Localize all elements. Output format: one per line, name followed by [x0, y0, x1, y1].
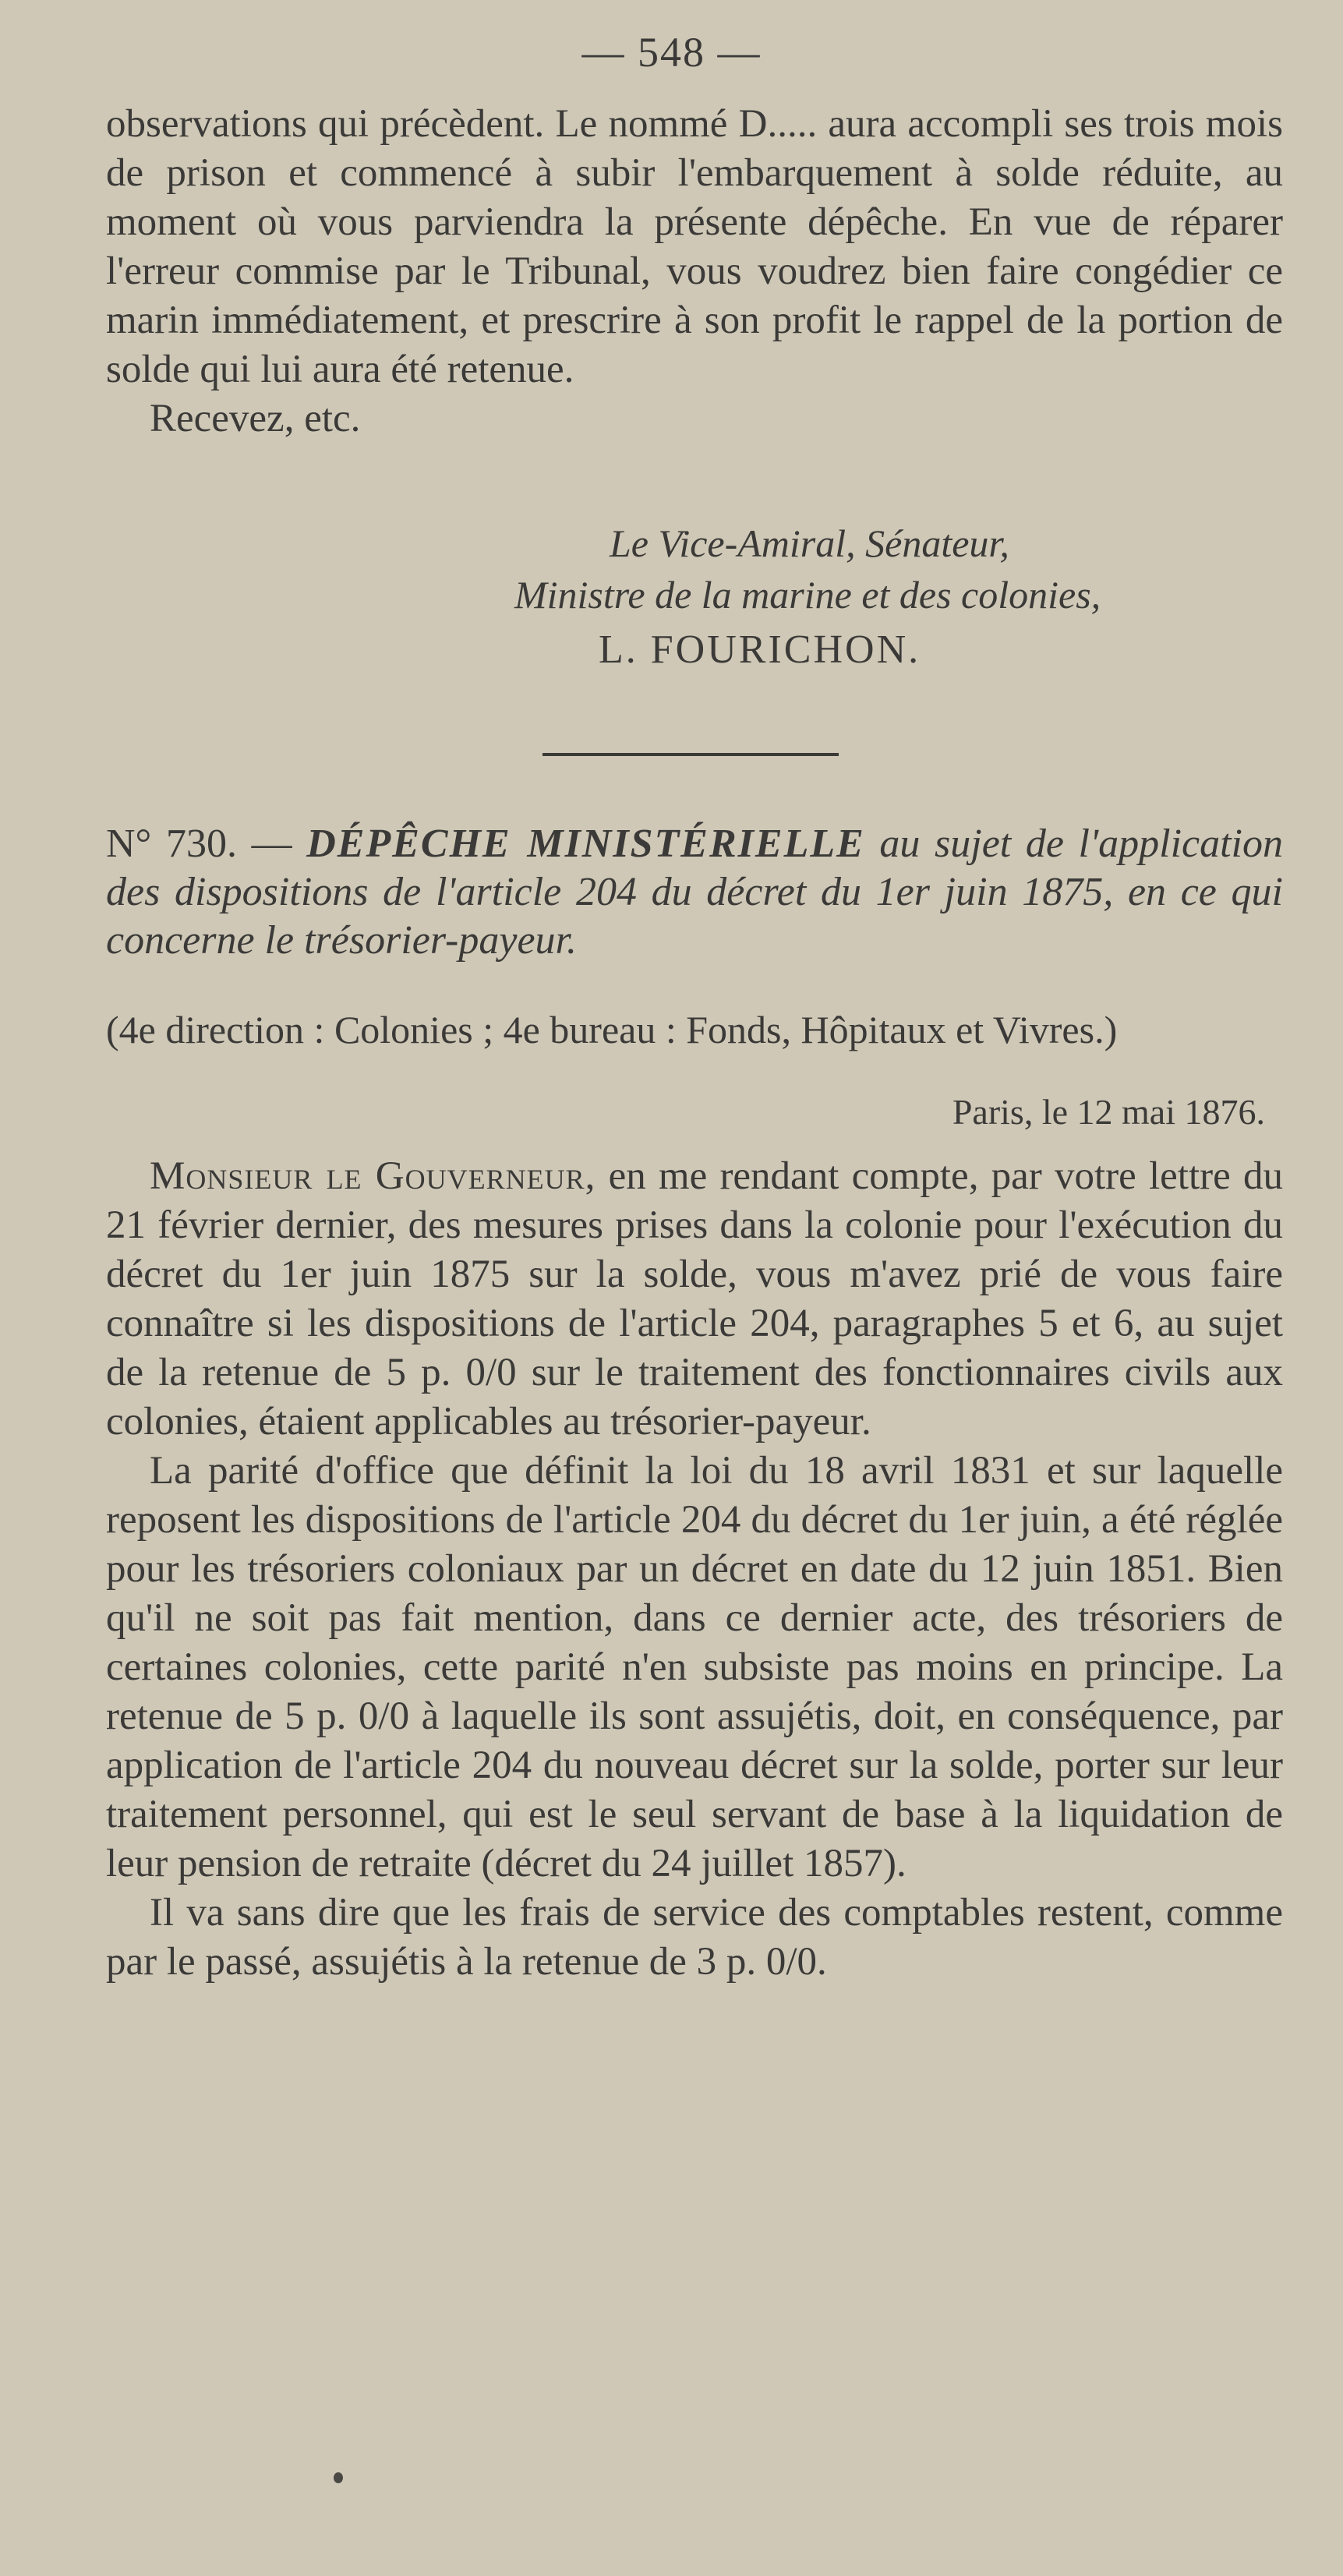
continuation-text: observations qui précèdent. Le nommé D..... aura accompli ses trois mois de prison et commencé à subir l'embarquement à solde réduite, au moment où vous parviendra la présente dépêche. En vue de réparer l'erreur commise par le Tribunal, vous voudrez bien faire congédier ce marin immédiatement, et prescrire à son profit le rappel de la portion de solde qui lui aura été retenue.	[106, 102, 1283, 391]
salutation: Monsieur le Gouverneur,	[150, 1154, 596, 1198]
dateline: Paris, le 12 mai 1876.	[952, 1092, 1265, 1132]
ink-speck	[334, 2472, 343, 2483]
dispatch-heading	[106, 820, 1283, 965]
signature-title: Le Vice-Amiral, Sénateur,	[610, 521, 1009, 565]
body-paragraph-2: La parité d'office que définit la loi du 18 avril 1831 et sur laquelle reposent les dispositions de l'article 204 du décret du 1er juin, a été réglée pour les trésoriers coloniaux par un décret en date du 12 juin 1851. Bien qu'il ne soit pas fait mention, dans ce dernier acte, des trésoriers de certaines colonies, cette parité n'en subsiste pas moins en principe. La retenue de 5 p. 0/0 à laquelle ils sont assujétis, doit, en conséquence, par application de l'article 204 du nouveau décret sur la solde, porter sur leur traitement personnel, qui est le seul servant de base à la liquidation de leur pension de retraite (décret du 24 juillet 1857).	[106, 1449, 1283, 1885]
section-divider	[543, 753, 839, 756]
direction-line: (4e direction : Colonies ; 4e bureau : Fonds, Hôpitaux et Vivres.)	[106, 1008, 1118, 1051]
signature-name: L. FOURICHON.	[599, 627, 921, 672]
body-paragraph-1	[106, 1152, 1283, 1447]
dispatch-title: DÉPÊCHE MINISTÉRIELLE	[306, 822, 865, 866]
dispatch-number: N° 730. —	[106, 822, 292, 866]
signature-office: Ministre de la marine et des colonies,	[514, 573, 1101, 617]
dispatch-subject: au sujet de l'application des dispositions de l'article 204 du décret du 1er juin 1875, en ce qui concerne le trésorier-payeur.	[106, 822, 1283, 963]
page-number: — 548 —	[581, 29, 762, 76]
closing-formula: Recevez, etc.	[150, 397, 361, 440]
body-paragraph-3: Il va sans dire que les frais de service des comptables restent, comme par le passé, assujétis à la retenue de 3 p. 0/0.	[106, 1891, 1283, 1984]
dispatch-body	[106, 1152, 1283, 1987]
body-paragraph-1-text: en me rendant compte, par votre lettre du 21 février dernier, des mesures prises dans la colonie pour l'exécution du décret du 1er juin 1875 sur la solde, vous m'avez prié de vous faire connaître si les dispositions de l'article 204, paragraphes 5 et 6, au sujet de la retenue de 5 p. 0/0 sur le traitement des fonctionnaires civils aux colonies, étaient applicables au trésorier-payeur.	[106, 1154, 1283, 1443]
continuation-paragraph	[106, 100, 1283, 443]
